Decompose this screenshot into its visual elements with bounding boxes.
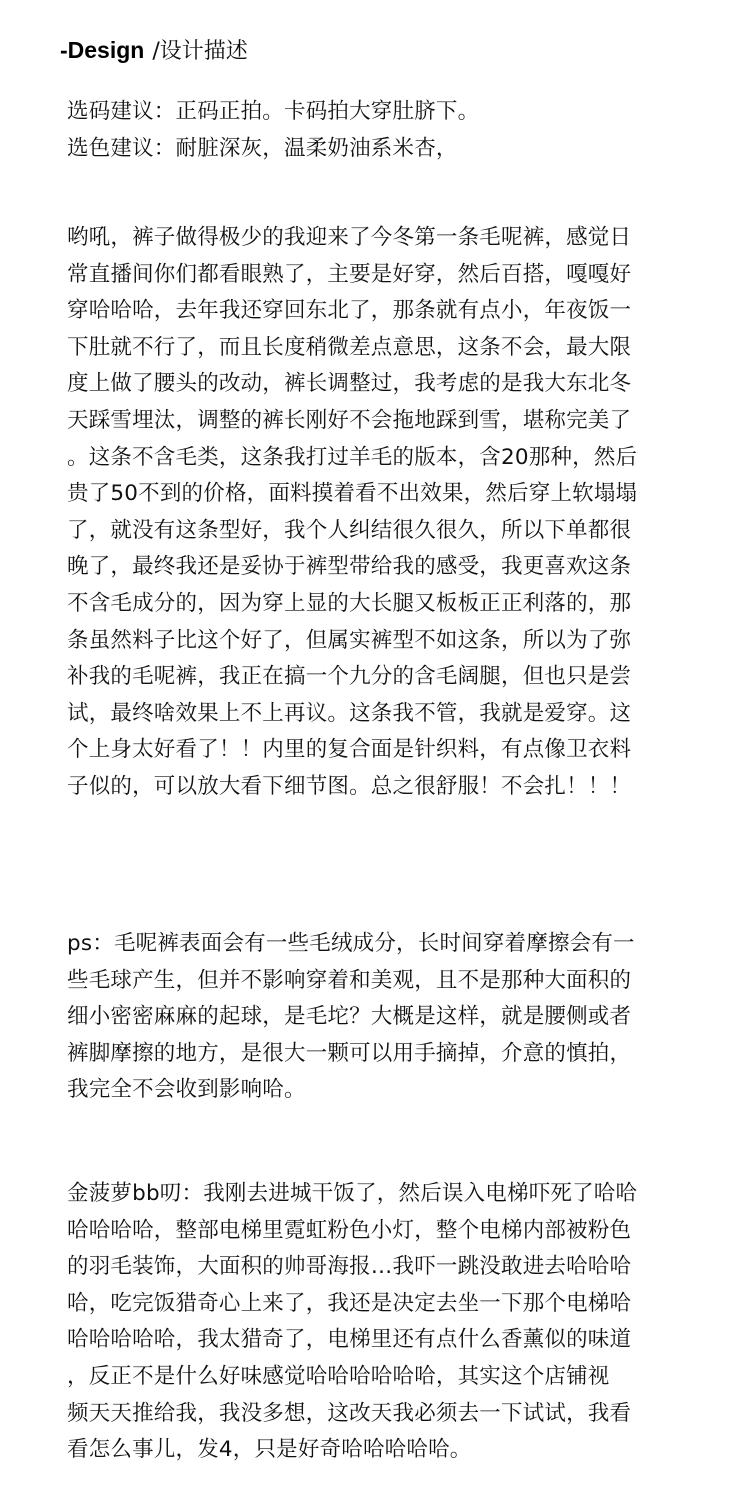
text-line: 度上做了腰头的改动，裤长调整过，我考虑的是我大东北冬 [67, 371, 632, 397]
text-line: 我完全不会收到影响哈。 [67, 1077, 306, 1103]
text-line: 穿哈哈哈，去年我还穿回东北了，那条就有点小，年夜饭一 [67, 298, 632, 324]
text-line: 了，就没有这条型好，我个人纠结很久很久，所以下单都很 [67, 517, 632, 543]
color-advice: 选色建议：耐脏深灰，温柔奶油系米杏， [67, 135, 458, 161]
text-line: 。这条不含毛类，这条我打过羊毛的版本，含20那种，然后 [67, 444, 638, 470]
text-line: 试，最终啥效果上不上再议。这条我不管，我就是爱穿。这 [67, 700, 632, 726]
text-line: 哈哈哈哈，整部电梯里霓虹粉色小灯，整个电梯内部被粉色 [67, 1217, 632, 1243]
text-line: 子似的，可以放大看下细节图。总之很舒服！不会扎！！！ [67, 773, 632, 799]
text-line: 个上身太好看了！！内里的复合面是针织料，有点像卫衣料 [67, 737, 632, 763]
text-line: 频天天推给我，我没多想，这改天我必须去一下试试，我看 [67, 1400, 632, 1426]
chat-paragraph [67, 1176, 687, 1469]
text-line: 的羽毛装饰，大面积的帅哥海报…我吓一跳没敢进去哈哈哈 [67, 1254, 632, 1280]
text-line: 裤脚摩擦的地方，是很大一颗可以用手摘掉，介意的慎拍， [67, 1040, 632, 1066]
text-line: 下肚就不行了，而且长度稍微差点意思，这条不会，最大限 [67, 334, 632, 360]
size-advice: 选码建议：正码正拍。卡码拍大穿肚脐下。 [67, 99, 480, 124]
text-line: 哟吼，裤子做得极少的我迎来了今冬第一条毛呢裤，感觉日 [67, 225, 632, 250]
size-color-advice [67, 94, 687, 167]
text-line: 金菠萝bb叨：我刚去进城干饭了，然后误入电梯吓死了哈哈 [67, 1181, 638, 1206]
text-line: 贵了50不到的价格，面料摸着看不出效果，然后穿上软塌塌 [67, 481, 638, 507]
text-line: 不含毛成分的，因为穿上显的大长腿又板板正正利落的，那 [67, 590, 632, 616]
text-line: 看怎么事儿，发4，只是好奇哈哈哈哈哈。 [67, 1437, 472, 1463]
description-paragraph [67, 220, 687, 806]
text-line: 细小密密麻麻的起球，是毛坨？大概是这样，就是腰侧或者 [67, 1004, 632, 1030]
text-line: 常直播间你们都看眼熟了，主要是好穿，然后百搭，嘎嘎好 [67, 261, 632, 287]
text-line: 哈哈哈哈哈，我太猎奇了，电梯里还有点什么香薰似的味道 [67, 1327, 632, 1353]
text-line: ps：毛呢裤表面会有一些毛绒成分，长时间穿着摩擦会有一 [67, 931, 635, 956]
ps-paragraph [67, 926, 687, 1109]
design-heading: -Design [60, 37, 145, 63]
design-subtitle: /设计描述 [152, 39, 248, 64]
text-line: 晚了，最终我还是妥协于裤型带给我的感受，我更喜欢这条 [67, 554, 632, 580]
page-header [60, 34, 248, 65]
text-line: 哈，吃完饭猎奇心上来了，我还是决定去坐一下那个电梯哈 [67, 1290, 632, 1316]
text-line: 天踩雪埋汰，调整的裤长刚好不会拖地踩到雪，堪称完美了 [67, 407, 632, 433]
text-line: ，反正不是什么好味感觉哈哈哈哈哈哈，其实这个店铺视 [67, 1363, 610, 1389]
text-line: 些毛球产生，但并不影响穿着和美观，且不是那种大面积的 [67, 967, 632, 993]
text-line: 补我的毛呢裤，我正在搞一个九分的含毛阔腿，但也只是尝 [67, 664, 632, 690]
text-line: 条虽然料子比这个好了，但属实裤型不如这条，所以为了弥 [67, 627, 632, 653]
